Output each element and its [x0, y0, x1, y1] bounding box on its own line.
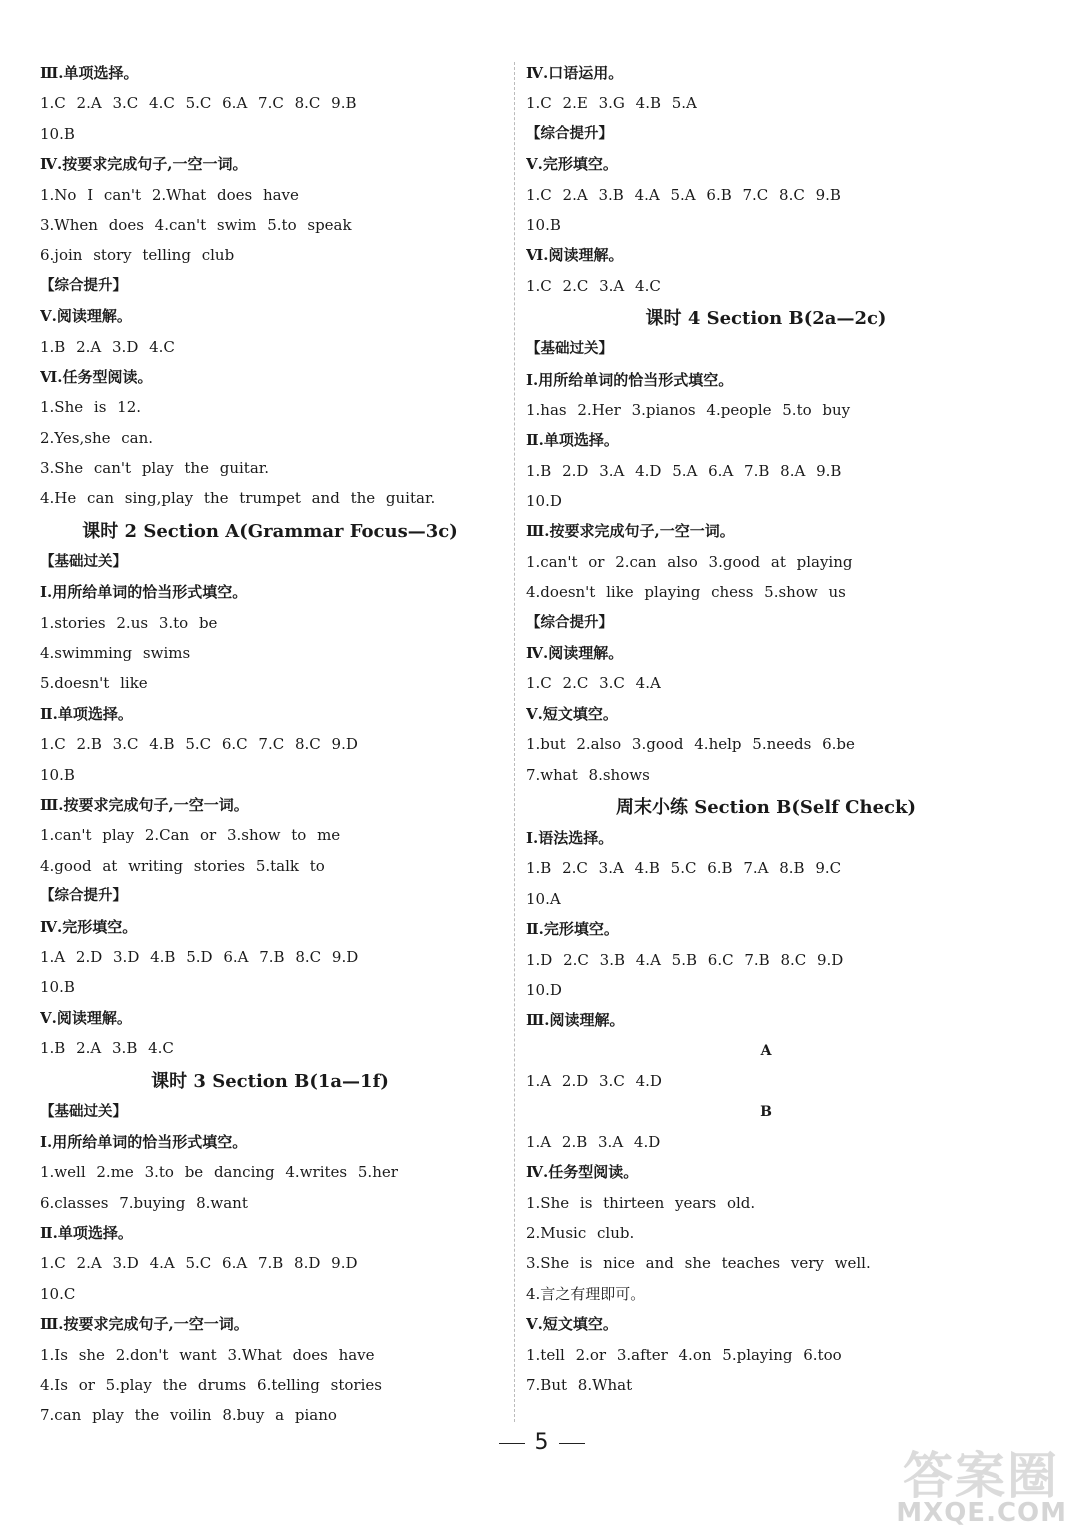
exercise-heading: Ⅱ.单项选择。 [40, 1224, 133, 1243]
exercise-heading: Ⅴ.阅读理解。 [40, 307, 132, 326]
exercise-heading: Ⅲ.单项选择。 [40, 64, 139, 82]
exercise-heading: Ⅲ.按要求完成句子,一空一词。 [40, 1315, 249, 1334]
exercise-heading: Ⅱ.单项选择。 [526, 431, 619, 450]
answer-line: 1.C 2.A 3.D 4.A 5.C 6.A 7.B 8.D 9.D [40, 1254, 358, 1273]
answer-line: 4.swimming swims [40, 644, 191, 663]
answer-line: 10.B [40, 124, 75, 143]
watermark-logo [871, 1436, 1071, 1528]
answer-line: 1.She is 12. [40, 398, 142, 417]
exercise-heading: Ⅲ.按要求完成句子,一空一词。 [40, 795, 249, 814]
exercise-heading: Ⅲ.阅读理解。 [526, 1011, 625, 1030]
answer-line: 1.C 2.B 3.C 4.B 5.C 6.C 7.C 8.C 9.D [40, 735, 358, 754]
answer-line: 4.good at writing stories 5.talk to [40, 856, 325, 875]
exercise-heading: Ⅳ.完形填空。 [40, 917, 138, 936]
section-label: 【综合提升】 [40, 887, 127, 905]
exercise-heading: Ⅳ.阅读理解。 [526, 644, 624, 663]
answer-line: 1.C 2.A 3.C 4.C 5.C 6.A 7.C 8.C 9.B [40, 94, 357, 113]
page-number-dash-right [559, 1443, 585, 1444]
exercise-heading: Ⅰ.语法选择。 [526, 828, 614, 847]
answer-line: 1.C 2.C 3.C 4.A [526, 674, 661, 693]
exercise-heading: Ⅳ.按要求完成句子,一空一词。 [40, 155, 248, 174]
section-label: 【综合提升】 [526, 613, 613, 631]
answer-line: 6.join story telling club [40, 246, 235, 265]
exercise-heading: Ⅰ.用所给单词的恰当形式填空。 [40, 583, 248, 602]
right-column [526, 58, 1006, 1400]
section-title: 课时 2 Section A(Grammar Focus—3c) [82, 520, 458, 542]
exercise-heading: Ⅴ.完形填空。 [526, 155, 618, 174]
answer-line: 1.A 2.D 3.C 4.D [526, 1072, 662, 1091]
answer-line: 1.tell 2.or 3.after 4.on 5.playing 6.too [526, 1345, 842, 1364]
passage-label: A [760, 1042, 772, 1059]
section-label: 【综合提升】 [526, 124, 613, 142]
answer-line: 1.A 2.B 3.A 4.D [526, 1132, 661, 1151]
section-label: 【基础过关】 [40, 552, 127, 570]
answer-line: 7.But 8.What [526, 1376, 633, 1395]
answer-line: 1.B 2.A 3.B 4.C [40, 1039, 174, 1058]
answer-line: 7.can play the voilin 8.buy a piano [40, 1406, 337, 1425]
exercise-heading: Ⅵ.阅读理解。 [526, 246, 624, 265]
exercise-heading: Ⅲ.按要求完成句子,一空一词。 [526, 522, 735, 541]
answer-line: 3.When does 4.can't swim 5.to speak [40, 215, 352, 234]
section-title: 周末小练 Section B(Self Check) [615, 796, 917, 818]
watermark-chinese-text: 答案圈 [903, 1447, 1059, 1505]
exercise-heading: Ⅰ.用所给单词的恰当形式填空。 [40, 1132, 248, 1151]
answer-line: 1.well 2.me 3.to be dancing 4.writes 5.her [40, 1163, 398, 1182]
answer-line: 10.B [40, 978, 75, 997]
column-divider [514, 62, 515, 1422]
page-number-text: 5 [534, 1430, 549, 1455]
answer-line: 1.can't play 2.Can or 3.show to me [40, 826, 341, 845]
exercise-heading: Ⅴ.阅读理解。 [40, 1008, 132, 1027]
page-number-dash-left [499, 1443, 525, 1444]
exercise-heading: Ⅱ.完形填空。 [526, 920, 619, 939]
answer-line: 4.doesn't like playing chess 5.show us [526, 583, 846, 602]
exercise-heading: Ⅳ.口语运用。 [526, 64, 624, 82]
left-column [40, 58, 500, 1431]
answer-line: 2.Yes,she can. [40, 428, 154, 447]
exercise-heading: Ⅵ.任务型阅读。 [40, 367, 153, 386]
passage-label: B [760, 1103, 772, 1120]
answer-line: 10.B [40, 765, 75, 784]
answer-line: 1.C 2.E 3.G 4.B 5.A [526, 94, 697, 113]
answer-line: 1.A 2.D 3.D 4.B 5.D 6.A 7.B 8.C 9.D [40, 947, 359, 966]
exercise-heading: Ⅱ.单项选择。 [40, 704, 133, 723]
answer-line: 10.D [526, 492, 562, 511]
exercise-heading: Ⅳ.任务型阅读。 [526, 1163, 639, 1182]
answer-line: 3.She is nice and she teaches very well. [526, 1254, 871, 1273]
exercise-heading: Ⅰ.用所给单词的恰当形式填空。 [526, 370, 734, 389]
answer-line: 10.A [526, 889, 561, 908]
section-label: 【基础过关】 [40, 1102, 127, 1120]
answer-line: 1.C 2.C 3.A 4.C [526, 276, 661, 295]
section-label: 【基础过关】 [526, 340, 613, 358]
answer-line: 1.but 2.also 3.good 4.help 5.needs 6.be [526, 735, 855, 754]
answer-line: 6.classes 7.buying 8.want [40, 1193, 248, 1212]
answer-line: 10.D [526, 980, 562, 999]
answer-line: 1.B 2.A 3.D 4.C [40, 337, 175, 356]
answer-line: 1.can't or 2.can also 3.good at playing [526, 552, 853, 571]
answer-line: 1.C 2.A 3.B 4.A 5.A 6.B 7.C 8.C 9.B [526, 185, 841, 204]
answer-line: 7.what 8.shows [526, 765, 650, 784]
answer-line: 1.B 2.C 3.A 4.B 5.C 6.B 7.A 8.B 9.C [526, 859, 842, 878]
answer-line: 1.stories 2.us 3.to be [40, 613, 218, 632]
section-label: 【综合提升】 [40, 276, 127, 294]
exercise-heading: Ⅴ.短文填空。 [526, 704, 618, 723]
section-title: 课时 4 Section B(2a—2c) [645, 308, 887, 330]
answer-line: 4.Is or 5.play the drums 6.telling stories [40, 1376, 382, 1395]
answer-line: 2.Music club. [526, 1224, 635, 1243]
answer-line: 1.D 2.C 3.B 4.A 5.B 6.C 7.B 8.C 9.D [526, 950, 844, 969]
answer-line: 3.She can't play the guitar. [40, 459, 270, 478]
answer-line: 5.doesn't like [40, 674, 148, 693]
answer-line: 1.No I can't 2.What does have [40, 185, 299, 204]
answer-line: 4.言之有理即可。 [526, 1284, 646, 1303]
watermark-domain-text: MXQE.COM [896, 1498, 1067, 1528]
answer-line: 4.He can sing,play the trumpet and the guitar. [40, 489, 436, 508]
answer-line: 10.B [526, 215, 561, 234]
answer-line: 1.B 2.D 3.A 4.D 5.A 6.A 7.B 8.A 9.B [526, 461, 842, 480]
answer-line: 1.has 2.Her 3.pianos 4.people 5.to buy [526, 400, 851, 419]
answer-line: 1.She is thirteen years old. [526, 1193, 756, 1212]
answer-line: 1.Is she 2.don't want 3.What does have [40, 1345, 375, 1364]
exercise-heading: Ⅴ.短文填空。 [526, 1315, 618, 1334]
answer-line: 10.C [40, 1284, 76, 1303]
section-title: 课时 3 Section B(1a—1f) [151, 1070, 389, 1092]
